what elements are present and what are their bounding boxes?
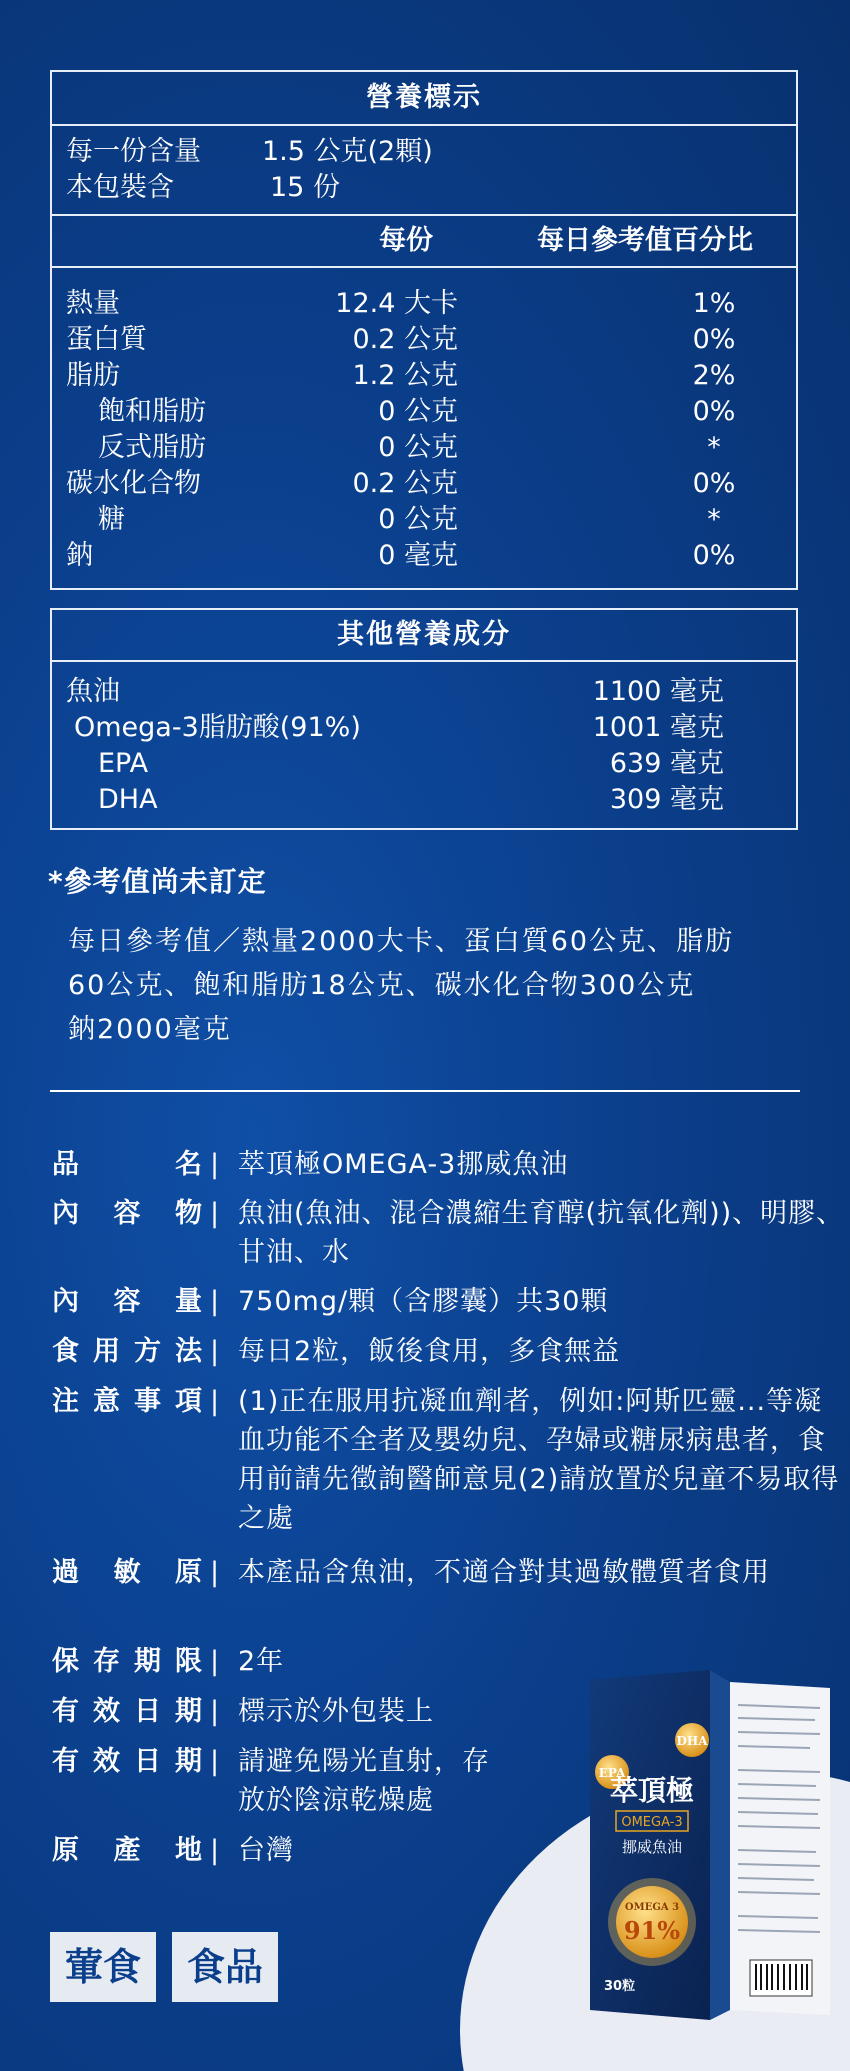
product-box-illustration [420, 1660, 850, 2071]
info-separator: | [210, 1336, 220, 1367]
other-nutrient-value: 639 毫克 [609, 748, 724, 779]
info-key: 注 意 事 項 [52, 1386, 202, 1417]
nutrient-name: 碳水化合物 [66, 468, 201, 499]
nutrient-value: 12.4 大卡 [335, 288, 458, 319]
divider [52, 214, 796, 216]
info-key: 過 敏 原 [52, 1557, 202, 1588]
info-separator: | [210, 1198, 220, 1229]
footnote-line: 鈉2000毫克 [68, 1014, 232, 1045]
omega3-ball-label: OMEGA 3 [624, 1902, 680, 1913]
divider [52, 266, 796, 268]
other-nutrient-row [52, 674, 796, 710]
nutrient-daily-percent: 0% [692, 540, 736, 571]
info-key: 品 名 [52, 1149, 202, 1180]
nutrition-row [52, 322, 796, 358]
dha-badge-label: DHA [676, 1734, 708, 1748]
nutrient-value: 0.2 公克 [352, 468, 458, 499]
footnote-line: 60公克、飽和脂肪18公克、碳水化合物300公克 [68, 970, 696, 1001]
nutrient-daily-percent: 2% [692, 360, 736, 391]
serving-size-label: 每一份含量 [66, 136, 201, 167]
other-nutrient-row [52, 746, 796, 782]
nutrition-row [52, 538, 796, 574]
info-key: 食 用 方 法 [52, 1336, 202, 1367]
nutrient-value: 0 公克 [378, 432, 458, 463]
nutrient-daily-percent: 0% [692, 468, 736, 499]
section-divider [50, 1090, 800, 1092]
info-value: 魚油(魚油、混合濃縮生育醇(抗氧化劑))、明膠、甘油、水 [238, 1198, 845, 1268]
vegetarian-type-badge: 葷食 [50, 1932, 156, 2002]
other-nutrient-name: Omega-3脂肪酸(91%) [74, 712, 361, 743]
nutrient-value: 0.2 公克 [352, 324, 458, 355]
box-side [710, 1670, 730, 2020]
info-separator: | [210, 1386, 220, 1417]
info-separator: | [210, 1149, 220, 1180]
other-nutrient-row [52, 782, 796, 818]
info-separator: | [210, 1835, 220, 1866]
info-key: 保 存 期 限 [52, 1646, 202, 1677]
nutrient-name: 脂肪 [66, 360, 120, 391]
other-nutrient-value: 1001 毫克 [592, 712, 724, 743]
info-key: 內 容 量 [52, 1286, 202, 1317]
nutrient-daily-percent: 0% [692, 324, 736, 355]
info-value: (1)正在服用抗凝血劑者，例如:阿斯匹靈...等凝血功能不全者及嬰幼兒、孕婦或糖尿病患者，食用前請先徵詢醫師意見(2)請放置於兒童不易取得之處 [238, 1386, 840, 1534]
servings-per-package-value: 15 份 [270, 172, 340, 203]
column-per-serving: 每份 [379, 225, 433, 256]
nutrient-name: 飽和脂肪 [98, 396, 206, 427]
nutrient-name: 蛋白質 [66, 324, 147, 355]
nutrient-daily-percent: * [707, 432, 721, 463]
divider [52, 660, 796, 662]
serving-size-value: 1.5 公克(2顆) [262, 136, 433, 167]
info-separator: | [210, 1646, 220, 1677]
info-key: 有 效 日 期 [52, 1696, 202, 1727]
nutrition-row [52, 502, 796, 538]
other-nutrient-value: 309 毫克 [609, 784, 724, 815]
nutrition-row [52, 466, 796, 502]
other-nutrient-name: 魚油 [66, 676, 120, 707]
other-nutrient-value: 1100 毫克 [592, 676, 724, 707]
nutrient-name: 反式脂肪 [98, 432, 206, 463]
nutrition-row [52, 394, 796, 430]
footnote-line: 每日參考值／熱量2000大卡、蛋白質60公克、脂肪 [68, 926, 735, 957]
nutrient-value: 1.2 公克 [352, 360, 458, 391]
nutrient-value: 0 公克 [378, 396, 458, 427]
nutrition-row [52, 358, 796, 394]
food-badge: 食品 [172, 1932, 278, 2002]
info-key: 原 產 地 [52, 1835, 202, 1866]
nutrient-daily-percent: * [707, 504, 721, 535]
info-value: 台灣 [238, 1835, 294, 1866]
nutrition-title: 營養標示 [366, 82, 482, 113]
divider [52, 124, 796, 126]
nutrient-name: 糖 [98, 504, 125, 535]
nutrition-row [52, 430, 796, 466]
box-count: 30粒 [604, 1979, 636, 1994]
omega3-percentage: 91% [623, 1916, 681, 1945]
info-key: 內 容 物 [52, 1198, 202, 1229]
info-separator: | [210, 1746, 220, 1777]
box-subtitle: 挪威魚油 [621, 1838, 683, 1856]
servings-per-package-label: 本包裝含 [66, 172, 174, 203]
info-value: 本產品含魚油，不適合對其過敏體質者食用 [238, 1557, 770, 1588]
info-separator: | [210, 1286, 220, 1317]
epa-badge-label: EPA [598, 1766, 626, 1780]
nutrient-name: 鈉 [66, 540, 93, 571]
box-product-name: OMEGA-3 [621, 1815, 683, 1830]
box-brand: 萃頂極 [609, 1774, 695, 1807]
other-nutrient-name: DHA [98, 784, 158, 815]
nutrient-name: 熱量 [66, 288, 120, 319]
info-value: 每日2粒，飯後食用，多食無益 [238, 1336, 621, 1367]
other-nutrients-table [50, 608, 798, 830]
info-value: 萃頂極OMEGA-3挪威魚油 [238, 1149, 569, 1180]
info-key: 有 效 日 期 [52, 1746, 202, 1777]
info-separator: | [210, 1557, 220, 1588]
other-nutrient-name: EPA [98, 748, 149, 779]
info-value: 2年 [238, 1646, 285, 1677]
info-separator: | [210, 1696, 220, 1727]
nutrient-value: 0 公克 [378, 504, 458, 535]
other-nutrients-title: 其他營養成分 [337, 619, 511, 650]
nutrient-daily-percent: 1% [692, 288, 736, 319]
other-nutrient-row [52, 710, 796, 746]
nutrient-value: 0 毫克 [378, 540, 458, 571]
column-daily-value-percent: 每日參考值百分比 [537, 225, 753, 256]
nutrition-table [50, 70, 798, 590]
nutrition-row [52, 286, 796, 322]
info-value: 標示於外包裝上 [238, 1696, 434, 1727]
info-value: 750mg/顆（含膠囊）共30顆 [238, 1286, 609, 1317]
info-value: 請避免陽光直射，存放於陰涼乾燥處 [238, 1746, 490, 1816]
footnote-title: *參考值尚未訂定 [48, 865, 267, 898]
nutrient-daily-percent: 0% [692, 396, 736, 427]
